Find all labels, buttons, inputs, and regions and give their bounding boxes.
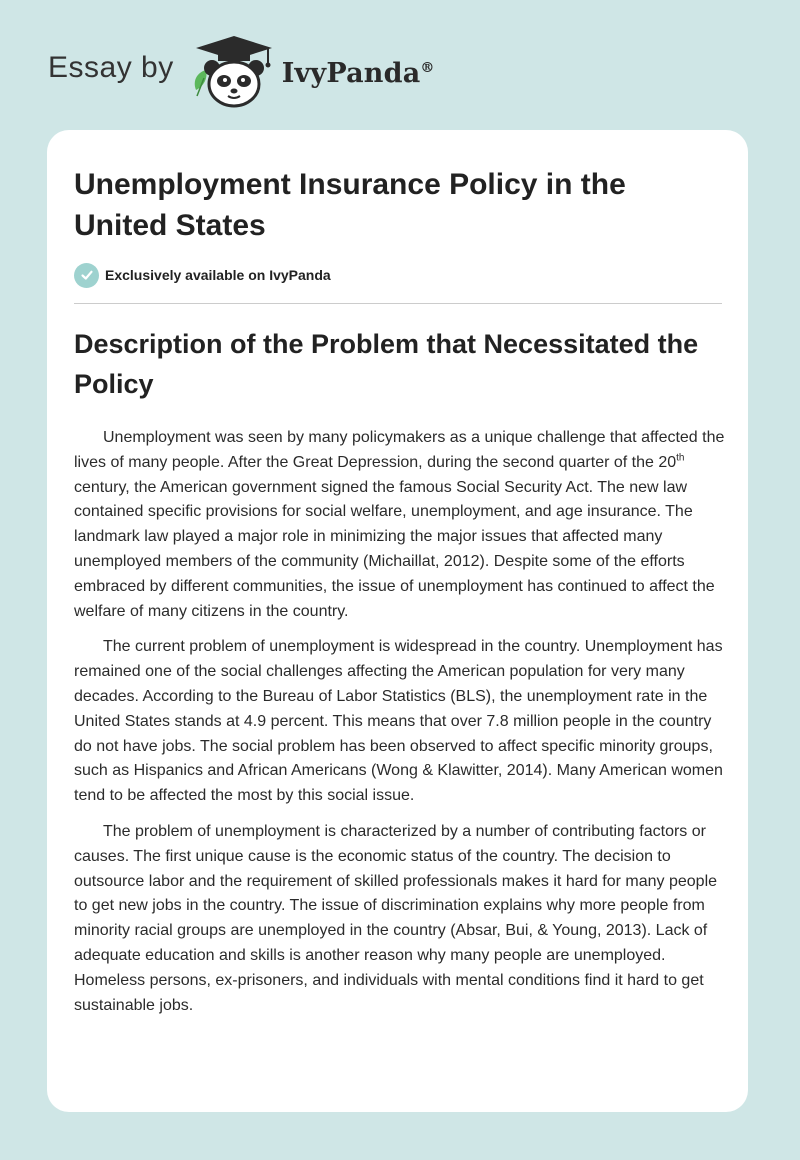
paragraph: Unemployment was seen by many policymakers as a unique challenge that affected the lives of many people. After the Great Depression, during the second quarter of the 20th century, the American government signed the famous Social Security Act. The new law contained specific provisions for social welfare, unemployment, and age insurance. The landmark law played a major role in minimizing the major issues that affected many unemployed members of the community (Michaillat, 2012). Despite some of the efforts embraced by different communities, the issue of unemployment has continued to affect the welfare of many citizens in the country. — [74, 429, 725, 620]
paragraph: The problem of unemployment is characterized by a number of contributing factors or causes. The first unique cause is the economic status of the country. The decision to outsource labor and the requirement of skilled professionals makes it hard for many people to get new jobs in the country. The issue of discrimination explains why more people from minority racial groups are unemployed in the country (Absar, Bui, & Young, 2013). Lack of adequate education and skills is another reason why many people are unemployed. Homeless persons, ex-prisoners, and individuals with mental conditions find it hard to get sustainable jobs. — [74, 822, 718, 1014]
panda-graduate-icon[interactable] — [188, 34, 280, 110]
registered-mark: ® — [420, 59, 435, 76]
article-body — [74, 426, 725, 1029]
badge-label: Exclusively available on IvyPanda — [105, 267, 331, 283]
essay-by-label: Essay by — [48, 51, 174, 84]
article-card — [47, 130, 748, 1112]
site-header — [48, 32, 508, 112]
paragraph: The current problem of unemployment is widespread in the country. Unemployment has remained one of the social challenges affecting the American population for very many decades. According to the Bureau of Labor Statistics (BLS), the unemployment rate in the United States stands at 4.9 percent. This means that over 7.8 million people in the country do not have jobs. The social problem has been observed to affect specific minority groups, such as Hispanics and African Americans (Wong & Klawitter, 2014). Many American women tend to be affected the most by this social issue. — [74, 638, 723, 805]
exclusive-badge — [74, 262, 331, 288]
brand-name[interactable]: IvyPanda® — [281, 57, 435, 89]
section-heading: Description of the Problem that Necessitated the Policy — [74, 329, 699, 399]
check-icon — [74, 263, 99, 288]
divider — [74, 303, 722, 304]
page-title: Unemployment Insurance Policy in the United States — [74, 168, 626, 242]
